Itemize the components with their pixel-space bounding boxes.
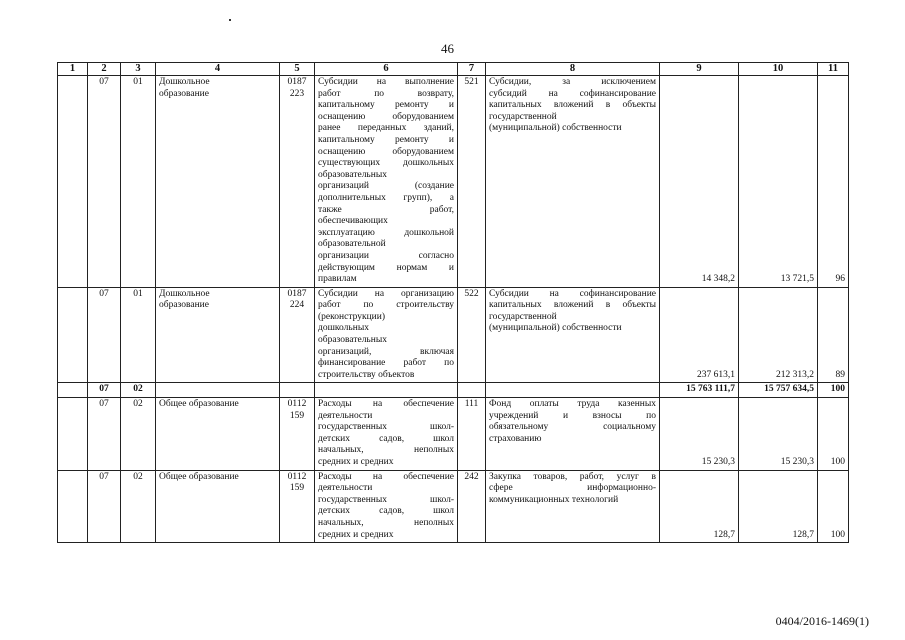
col-1-cell (58, 383, 88, 398)
table-row (58, 76, 849, 288)
expense-description (315, 470, 458, 543)
cell-line: государственной (489, 111, 557, 122)
scan-speck (229, 19, 231, 21)
expense-type-code: 521 (458, 76, 486, 288)
planned-amount: 15 763 111,7 (660, 383, 739, 398)
expense-type-code (458, 383, 486, 398)
program-code (280, 76, 315, 288)
cell-line: 0187 (287, 288, 307, 299)
header-cell: 7 (458, 63, 486, 76)
cell-line: детских садов, школ (318, 433, 454, 444)
cell-line: государственной (489, 311, 557, 322)
cell-line: (муниципальной) собственности (489, 123, 622, 134)
subsection-code: 02 (121, 398, 156, 471)
cell-line: капитальному ремонту и (318, 134, 454, 145)
header-cell: 11 (818, 63, 849, 76)
execution-percent: 89 (818, 287, 849, 383)
table-row (58, 287, 849, 383)
cell-line: образовательной (318, 239, 386, 250)
subsection-code: 01 (121, 287, 156, 383)
cell-line: Субсидии на софинансирование (489, 288, 656, 299)
cell-line: начальных, неполных (318, 445, 454, 456)
cell-line: образовательных (318, 335, 387, 346)
actual-amount: 15 757 634,5 (739, 383, 818, 398)
subsection-code: 01 (121, 76, 156, 288)
header-cell: 6 (315, 63, 458, 76)
cell-line: Фонд оплаты труда казенных (489, 399, 656, 410)
section-code: 07 (88, 398, 121, 471)
cell-line: Расходы на обеспечение (318, 471, 454, 482)
section-code: 07 (88, 76, 121, 288)
cell-line: 159 (289, 410, 305, 421)
header-cell: 9 (660, 63, 739, 76)
header-cell: 8 (486, 63, 660, 76)
col-1-cell (58, 470, 88, 543)
cell-line: деятельности (318, 410, 373, 421)
cell-line: страхованию (489, 433, 542, 444)
cell-line: 0112 (287, 471, 307, 482)
budget-table (57, 62, 849, 543)
cell-line: образовательных (318, 169, 387, 180)
expense-type-code: 111 (458, 398, 486, 471)
planned-amount: 237 613,1 (660, 287, 739, 383)
cell-line: оснащению оборудованием (318, 111, 454, 122)
cell-line: Субсидии на выполнение (318, 77, 454, 87)
program-code (280, 383, 315, 398)
expense-type-code: 522 (458, 287, 486, 383)
expense-type-name (486, 287, 660, 383)
cell-line: существующих дошкольных (318, 158, 454, 169)
cell-line: капитальному ремонту и (318, 100, 454, 111)
cell-line: Дошкольное (159, 288, 210, 299)
cell-line: также работ, (318, 204, 454, 215)
col-1-cell (58, 287, 88, 383)
expense-type-name (486, 383, 660, 398)
actual-amount: 212 313,2 (739, 287, 818, 383)
page-number: 46 (441, 41, 454, 56)
planned-amount: 128,7 (660, 470, 739, 543)
cell-line: образование (159, 300, 209, 311)
program-code (280, 287, 315, 383)
header-cell: 3 (121, 63, 156, 76)
cell-line: действующим нормам и (318, 262, 454, 273)
category-name (156, 76, 280, 288)
cell-line: 223 (289, 88, 305, 99)
actual-amount: 128,7 (739, 470, 818, 543)
document-code: 0404/2016-1469(1) (775, 614, 869, 628)
cell-line: ранее переданных зданий, (318, 123, 454, 134)
actual-amount: 13 721,5 (739, 76, 818, 288)
execution-percent: 96 (818, 76, 849, 288)
table-row (58, 398, 849, 471)
cell-line: организаций, включая (318, 346, 454, 357)
cell-line: капитальных вложений в объекты (489, 100, 656, 111)
expense-description (315, 287, 458, 383)
cell-line: работ по строительству (318, 300, 454, 311)
cell-line: (муниципальной) собственности (489, 323, 622, 334)
cell-line: Субсидии на организацию (318, 288, 454, 299)
execution-percent: 100 (818, 398, 849, 471)
cell-line: дополнительных групп), а (318, 192, 454, 203)
cell-line: сфере информационно- (489, 483, 656, 494)
col-1-cell (58, 398, 88, 471)
program-code (280, 470, 315, 543)
cell-line: Общее образование (159, 471, 239, 482)
cell-line: организаций (создание (318, 181, 454, 192)
cell-line: субсидий на софинансирование (489, 88, 656, 99)
subtotal-row (58, 383, 849, 398)
cell-line: образование (159, 88, 209, 99)
planned-amount: 14 348,2 (660, 76, 739, 288)
cell-line: учреждений и взносы по (489, 410, 656, 421)
expense-description (315, 398, 458, 471)
header-cell: 10 (739, 63, 818, 76)
cell-line: начальных, неполных (318, 517, 454, 528)
category-name (156, 287, 280, 383)
cell-line: 0112 (287, 399, 307, 410)
execution-percent: 100 (818, 470, 849, 543)
cell-line: (реконструкции) (318, 311, 385, 322)
subsection-code: 02 (121, 383, 156, 398)
header-cell: 2 (88, 63, 121, 76)
cell-line: эксплуатацию дошкольной (318, 227, 454, 238)
cell-line: капитальных вложений в объекты (489, 300, 656, 311)
cell-line: обязательному социальному (489, 422, 656, 433)
cell-line: 224 (289, 300, 305, 311)
header-row (58, 63, 849, 76)
cell-line: деятельности (318, 483, 373, 494)
category-name (156, 383, 280, 398)
cell-line: детских садов, школ (318, 506, 454, 517)
cell-line: строительству объектов (318, 369, 415, 380)
expense-description (315, 76, 458, 288)
cell-line: Расходы на обеспечение (318, 399, 454, 410)
cell-line: 0187 (287, 77, 307, 87)
category-name (156, 470, 280, 543)
cell-line: коммуникационных технологий (489, 494, 619, 505)
section-code: 07 (88, 383, 121, 398)
section-code: 07 (88, 470, 121, 543)
cell-line: оснащению оборудованием (318, 146, 454, 157)
actual-amount: 15 230,3 (739, 398, 818, 471)
section-code: 07 (88, 287, 121, 383)
cell-line: Дошкольное (159, 77, 210, 87)
execution-percent: 100 (818, 383, 849, 398)
cell-line: средних и средних (318, 457, 394, 467)
cell-line: обеспечивающих (318, 216, 388, 227)
planned-amount: 15 230,3 (660, 398, 739, 471)
cell-line: 159 (289, 483, 305, 494)
cell-line: средних и средних (318, 529, 394, 540)
cell-line: государственных школ- (318, 422, 454, 433)
expense-type-name (486, 470, 660, 543)
header-cell: 1 (58, 63, 88, 76)
cell-line: Закупка товаров, работ, услуг в (489, 471, 656, 482)
cell-line: государственных школ- (318, 494, 454, 505)
cell-line: организации согласно (318, 250, 454, 261)
header-cell: 4 (156, 63, 280, 76)
category-name (156, 398, 280, 471)
expense-type-name (486, 398, 660, 471)
expense-type-code: 242 (458, 470, 486, 543)
cell-line: финансирование работ по (318, 358, 454, 369)
program-code (280, 398, 315, 471)
table-row (58, 470, 849, 543)
expense-type-name (486, 76, 660, 288)
cell-line: работ по возврату, (318, 88, 454, 99)
expense-description (315, 383, 458, 398)
cell-line: правилам (318, 274, 357, 285)
cell-line: Субсидии, за исключением (489, 77, 656, 87)
cell-line: Общее образование (159, 399, 239, 410)
col-1-cell (58, 76, 88, 288)
subsection-code: 02 (121, 470, 156, 543)
header-cell: 5 (280, 63, 315, 76)
cell-line: дошкольных (318, 323, 369, 334)
